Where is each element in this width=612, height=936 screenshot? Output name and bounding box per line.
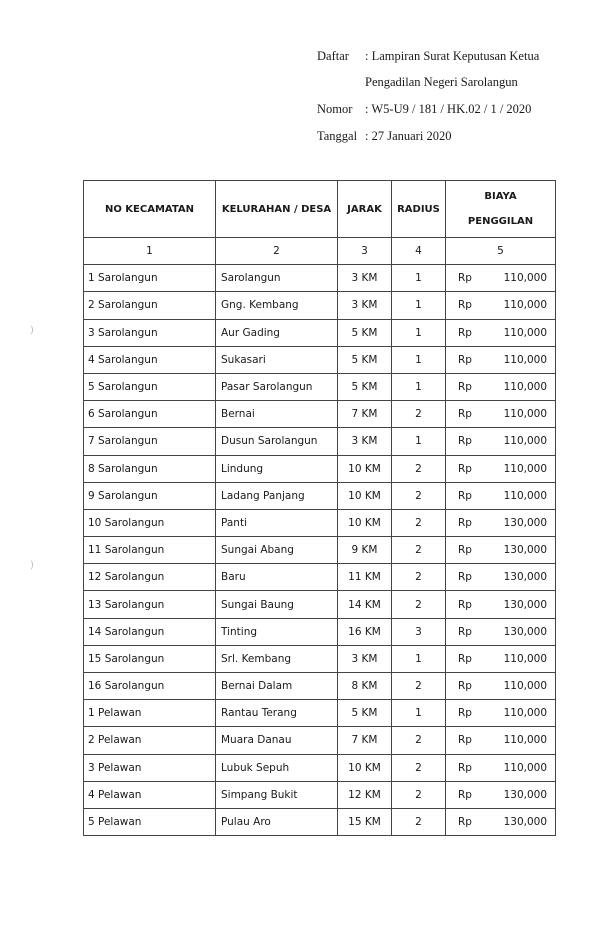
table-row bbox=[84, 346, 556, 373]
cell-desa: Simpang Bukit bbox=[216, 781, 338, 808]
cell-jarak: 11 KM bbox=[338, 564, 392, 591]
cell-desa: Sungai Abang bbox=[216, 537, 338, 564]
cell-kecamatan: 3 Pelawan bbox=[84, 754, 216, 781]
cell-jarak: 7 KM bbox=[338, 727, 392, 754]
table-row bbox=[84, 781, 556, 808]
currency-label: Rp bbox=[458, 489, 472, 502]
cell-radius: 1 bbox=[392, 700, 446, 727]
cell-jarak: 10 KM bbox=[338, 455, 392, 482]
table-row bbox=[84, 537, 556, 564]
header-radius: RADIUS bbox=[392, 181, 446, 238]
biaya-amount: 130,000 bbox=[503, 571, 547, 584]
cell-jarak: 7 KM bbox=[338, 401, 392, 428]
biaya-amount: 110,000 bbox=[503, 435, 547, 448]
cell-kecamatan: 12 Sarolangun bbox=[84, 564, 216, 591]
cell-desa: Pulau Aro bbox=[216, 808, 338, 835]
cell-desa: Baru bbox=[216, 564, 338, 591]
tanggal-row bbox=[317, 130, 451, 143]
daftar-value-line2: Pengadilan Negeri Sarolangun bbox=[365, 75, 518, 89]
table-row bbox=[84, 455, 556, 482]
biaya-amount: 110,000 bbox=[503, 408, 547, 421]
header-biaya bbox=[446, 181, 556, 238]
cell-radius: 2 bbox=[392, 808, 446, 835]
cell-radius: 2 bbox=[392, 455, 446, 482]
cell-jarak: 10 KM bbox=[338, 509, 392, 536]
cell-radius: 2 bbox=[392, 591, 446, 618]
cell-kecamatan: 10 Sarolangun bbox=[84, 509, 216, 536]
cell-biaya bbox=[446, 754, 556, 781]
table-row bbox=[84, 265, 556, 292]
cell-jarak: 5 KM bbox=[338, 319, 392, 346]
scan-mark: ) bbox=[30, 560, 34, 571]
currency-label: Rp bbox=[458, 299, 472, 312]
cell-radius: 1 bbox=[392, 645, 446, 672]
currency-label: Rp bbox=[458, 652, 472, 665]
currency-label: Rp bbox=[458, 788, 472, 801]
biaya-amount: 110,000 bbox=[503, 489, 547, 502]
cell-kecamatan: 1 Sarolangun bbox=[84, 265, 216, 292]
table-row bbox=[84, 373, 556, 400]
column-number: 1 bbox=[84, 238, 216, 265]
cell-radius: 3 bbox=[392, 618, 446, 645]
table-body bbox=[84, 265, 556, 836]
cell-desa: Rantau Terang bbox=[216, 700, 338, 727]
cell-radius: 2 bbox=[392, 509, 446, 536]
table-row bbox=[84, 618, 556, 645]
cell-kecamatan: 1 Pelawan bbox=[84, 700, 216, 727]
currency-label: Rp bbox=[458, 707, 472, 720]
table-row bbox=[84, 319, 556, 346]
table-row bbox=[84, 509, 556, 536]
cell-desa: Pasar Sarolangun bbox=[216, 373, 338, 400]
header-jarak: JARAK bbox=[338, 181, 392, 238]
cell-radius: 1 bbox=[392, 292, 446, 319]
column-number: 4 bbox=[392, 238, 446, 265]
header-kelurahan-desa: KELURAHAN / DESA bbox=[216, 181, 338, 238]
currency-label: Rp bbox=[458, 516, 472, 529]
cell-kecamatan: 2 Pelawan bbox=[84, 727, 216, 754]
cell-radius: 2 bbox=[392, 727, 446, 754]
table-row bbox=[84, 591, 556, 618]
daftar-row bbox=[317, 50, 539, 63]
cell-radius: 2 bbox=[392, 754, 446, 781]
biaya-amount: 130,000 bbox=[503, 516, 547, 529]
header-no-kecamatan: NO KECAMATAN bbox=[84, 181, 216, 238]
biaya-amount: 110,000 bbox=[503, 734, 547, 747]
cell-jarak: 12 KM bbox=[338, 781, 392, 808]
cell-biaya bbox=[446, 292, 556, 319]
biaya-amount: 110,000 bbox=[503, 462, 547, 475]
cell-desa: Bernai bbox=[216, 401, 338, 428]
cell-desa: Gng. Kembang bbox=[216, 292, 338, 319]
currency-label: Rp bbox=[458, 544, 472, 557]
cell-biaya bbox=[446, 537, 556, 564]
cell-kecamatan: 4 Pelawan bbox=[84, 781, 216, 808]
cell-desa: Srl. Kembang bbox=[216, 645, 338, 672]
cell-desa: Tinting bbox=[216, 618, 338, 645]
cell-desa: Bernai Dalam bbox=[216, 673, 338, 700]
cell-jarak: 3 KM bbox=[338, 428, 392, 455]
currency-label: Rp bbox=[458, 734, 472, 747]
cell-jarak: 3 KM bbox=[338, 292, 392, 319]
cell-kecamatan: 15 Sarolangun bbox=[84, 645, 216, 672]
cell-desa: Ladang Panjang bbox=[216, 482, 338, 509]
cell-desa: Panti bbox=[216, 509, 338, 536]
currency-label: Rp bbox=[458, 272, 472, 285]
currency-label: Rp bbox=[458, 353, 472, 366]
table-header-row bbox=[84, 181, 556, 238]
cell-radius: 1 bbox=[392, 346, 446, 373]
cell-desa: Aur Gading bbox=[216, 319, 338, 346]
cell-biaya bbox=[446, 808, 556, 835]
cell-biaya bbox=[446, 700, 556, 727]
cell-desa: Lubuk Sepuh bbox=[216, 754, 338, 781]
cell-biaya bbox=[446, 265, 556, 292]
biaya-amount: 110,000 bbox=[503, 761, 547, 774]
biaya-amount: 110,000 bbox=[503, 353, 547, 366]
cell-kecamatan: 8 Sarolangun bbox=[84, 455, 216, 482]
cell-jarak: 15 KM bbox=[338, 808, 392, 835]
cell-radius: 2 bbox=[392, 781, 446, 808]
biaya-amount: 110,000 bbox=[503, 680, 547, 693]
cell-kecamatan: 7 Sarolangun bbox=[84, 428, 216, 455]
cell-kecamatan: 13 Sarolangun bbox=[84, 591, 216, 618]
column-number: 2 bbox=[216, 238, 338, 265]
cell-biaya bbox=[446, 428, 556, 455]
cell-jarak: 10 KM bbox=[338, 754, 392, 781]
table-row bbox=[84, 401, 556, 428]
column-number: 3 bbox=[338, 238, 392, 265]
cell-kecamatan: 5 Sarolangun bbox=[84, 373, 216, 400]
cell-jarak: 14 KM bbox=[338, 591, 392, 618]
column-number-row bbox=[84, 238, 556, 265]
nomor-row bbox=[317, 103, 531, 116]
tanggal-value: : 27 Januari 2020 bbox=[365, 129, 452, 143]
cell-biaya bbox=[446, 509, 556, 536]
cell-kecamatan: 16 Sarolangun bbox=[84, 673, 216, 700]
cell-biaya bbox=[446, 781, 556, 808]
biaya-amount: 110,000 bbox=[503, 707, 547, 720]
biaya-amount: 110,000 bbox=[503, 299, 547, 312]
currency-label: Rp bbox=[458, 381, 472, 394]
cell-biaya bbox=[446, 482, 556, 509]
cell-biaya bbox=[446, 591, 556, 618]
cell-radius: 2 bbox=[392, 482, 446, 509]
cell-kecamatan: 4 Sarolangun bbox=[84, 346, 216, 373]
biaya-amount: 130,000 bbox=[503, 544, 547, 557]
cell-biaya bbox=[446, 618, 556, 645]
biaya-panggilan-table bbox=[83, 180, 556, 836]
table-row bbox=[84, 428, 556, 455]
biaya-amount: 110,000 bbox=[503, 326, 547, 339]
cell-jarak: 3 KM bbox=[338, 645, 392, 672]
cell-biaya bbox=[446, 319, 556, 346]
currency-label: Rp bbox=[458, 462, 472, 475]
cell-biaya bbox=[446, 645, 556, 672]
column-number: 5 bbox=[446, 238, 556, 265]
biaya-amount: 130,000 bbox=[503, 598, 547, 611]
currency-label: Rp bbox=[458, 816, 472, 829]
nomor-label: Nomor bbox=[317, 102, 353, 116]
currency-label: Rp bbox=[458, 625, 472, 638]
cell-radius: 1 bbox=[392, 319, 446, 346]
currency-label: Rp bbox=[458, 408, 472, 421]
cell-jarak: 5 KM bbox=[338, 700, 392, 727]
cell-kecamatan: 5 Pelawan bbox=[84, 808, 216, 835]
cell-jarak: 16 KM bbox=[338, 618, 392, 645]
cell-kecamatan: 14 Sarolangun bbox=[84, 618, 216, 645]
table-row bbox=[84, 482, 556, 509]
nomor-value: : W5-U9 / 181 / HK.02 / 1 / 2020 bbox=[365, 102, 532, 116]
cell-radius: 2 bbox=[392, 537, 446, 564]
table-row bbox=[84, 754, 556, 781]
cell-radius: 2 bbox=[392, 401, 446, 428]
biaya-amount: 110,000 bbox=[503, 381, 547, 394]
cell-biaya bbox=[446, 727, 556, 754]
cell-desa: Dusun Sarolangun bbox=[216, 428, 338, 455]
scan-mark: ) bbox=[30, 325, 34, 336]
cell-jarak: 10 KM bbox=[338, 482, 392, 509]
cell-radius: 2 bbox=[392, 673, 446, 700]
cell-desa: Sarolangun bbox=[216, 265, 338, 292]
cell-kecamatan: 2 Sarolangun bbox=[84, 292, 216, 319]
biaya-amount: 110,000 bbox=[503, 272, 547, 285]
cell-biaya bbox=[446, 455, 556, 482]
biaya-amount: 130,000 bbox=[503, 625, 547, 638]
cell-radius: 1 bbox=[392, 373, 446, 400]
currency-label: Rp bbox=[458, 761, 472, 774]
cell-biaya bbox=[446, 373, 556, 400]
currency-label: Rp bbox=[458, 435, 472, 448]
biaya-amount: 130,000 bbox=[503, 788, 547, 801]
table-row bbox=[84, 727, 556, 754]
cell-jarak: 8 KM bbox=[338, 673, 392, 700]
cell-kecamatan: 3 Sarolangun bbox=[84, 319, 216, 346]
cell-jarak: 5 KM bbox=[338, 373, 392, 400]
cell-biaya bbox=[446, 346, 556, 373]
cell-kecamatan: 6 Sarolangun bbox=[84, 401, 216, 428]
cell-biaya bbox=[446, 401, 556, 428]
currency-label: Rp bbox=[458, 680, 472, 693]
tanggal-label: Tanggal bbox=[317, 129, 358, 143]
cell-biaya bbox=[446, 564, 556, 591]
header-biaya-line2: PENGGILAN bbox=[467, 216, 534, 227]
cell-radius: 1 bbox=[392, 428, 446, 455]
cell-biaya bbox=[446, 673, 556, 700]
biaya-amount: 130,000 bbox=[503, 816, 547, 829]
header-biaya-line1: BIAYA bbox=[484, 191, 517, 202]
cell-kecamatan: 11 Sarolangun bbox=[84, 537, 216, 564]
cell-radius: 2 bbox=[392, 564, 446, 591]
currency-label: Rp bbox=[458, 598, 472, 611]
currency-label: Rp bbox=[458, 571, 472, 584]
biaya-amount: 110,000 bbox=[503, 652, 547, 665]
cell-jarak: 9 KM bbox=[338, 537, 392, 564]
table-row bbox=[84, 700, 556, 727]
table-row bbox=[84, 645, 556, 672]
table-row bbox=[84, 292, 556, 319]
table-row bbox=[84, 564, 556, 591]
table-row bbox=[84, 673, 556, 700]
cell-radius: 1 bbox=[392, 265, 446, 292]
cell-kecamatan: 9 Sarolangun bbox=[84, 482, 216, 509]
daftar-label: Daftar bbox=[317, 49, 349, 63]
currency-label: Rp bbox=[458, 326, 472, 339]
cell-desa: Sungai Baung bbox=[216, 591, 338, 618]
cell-desa: Muara Danau bbox=[216, 727, 338, 754]
cell-jarak: 3 KM bbox=[338, 265, 392, 292]
cell-jarak: 5 KM bbox=[338, 346, 392, 373]
cell-desa: Sukasari bbox=[216, 346, 338, 373]
cell-desa: Lindung bbox=[216, 455, 338, 482]
daftar-value: : Lampiran Surat Keputusan Ketua bbox=[365, 49, 540, 63]
table-row bbox=[84, 808, 556, 835]
